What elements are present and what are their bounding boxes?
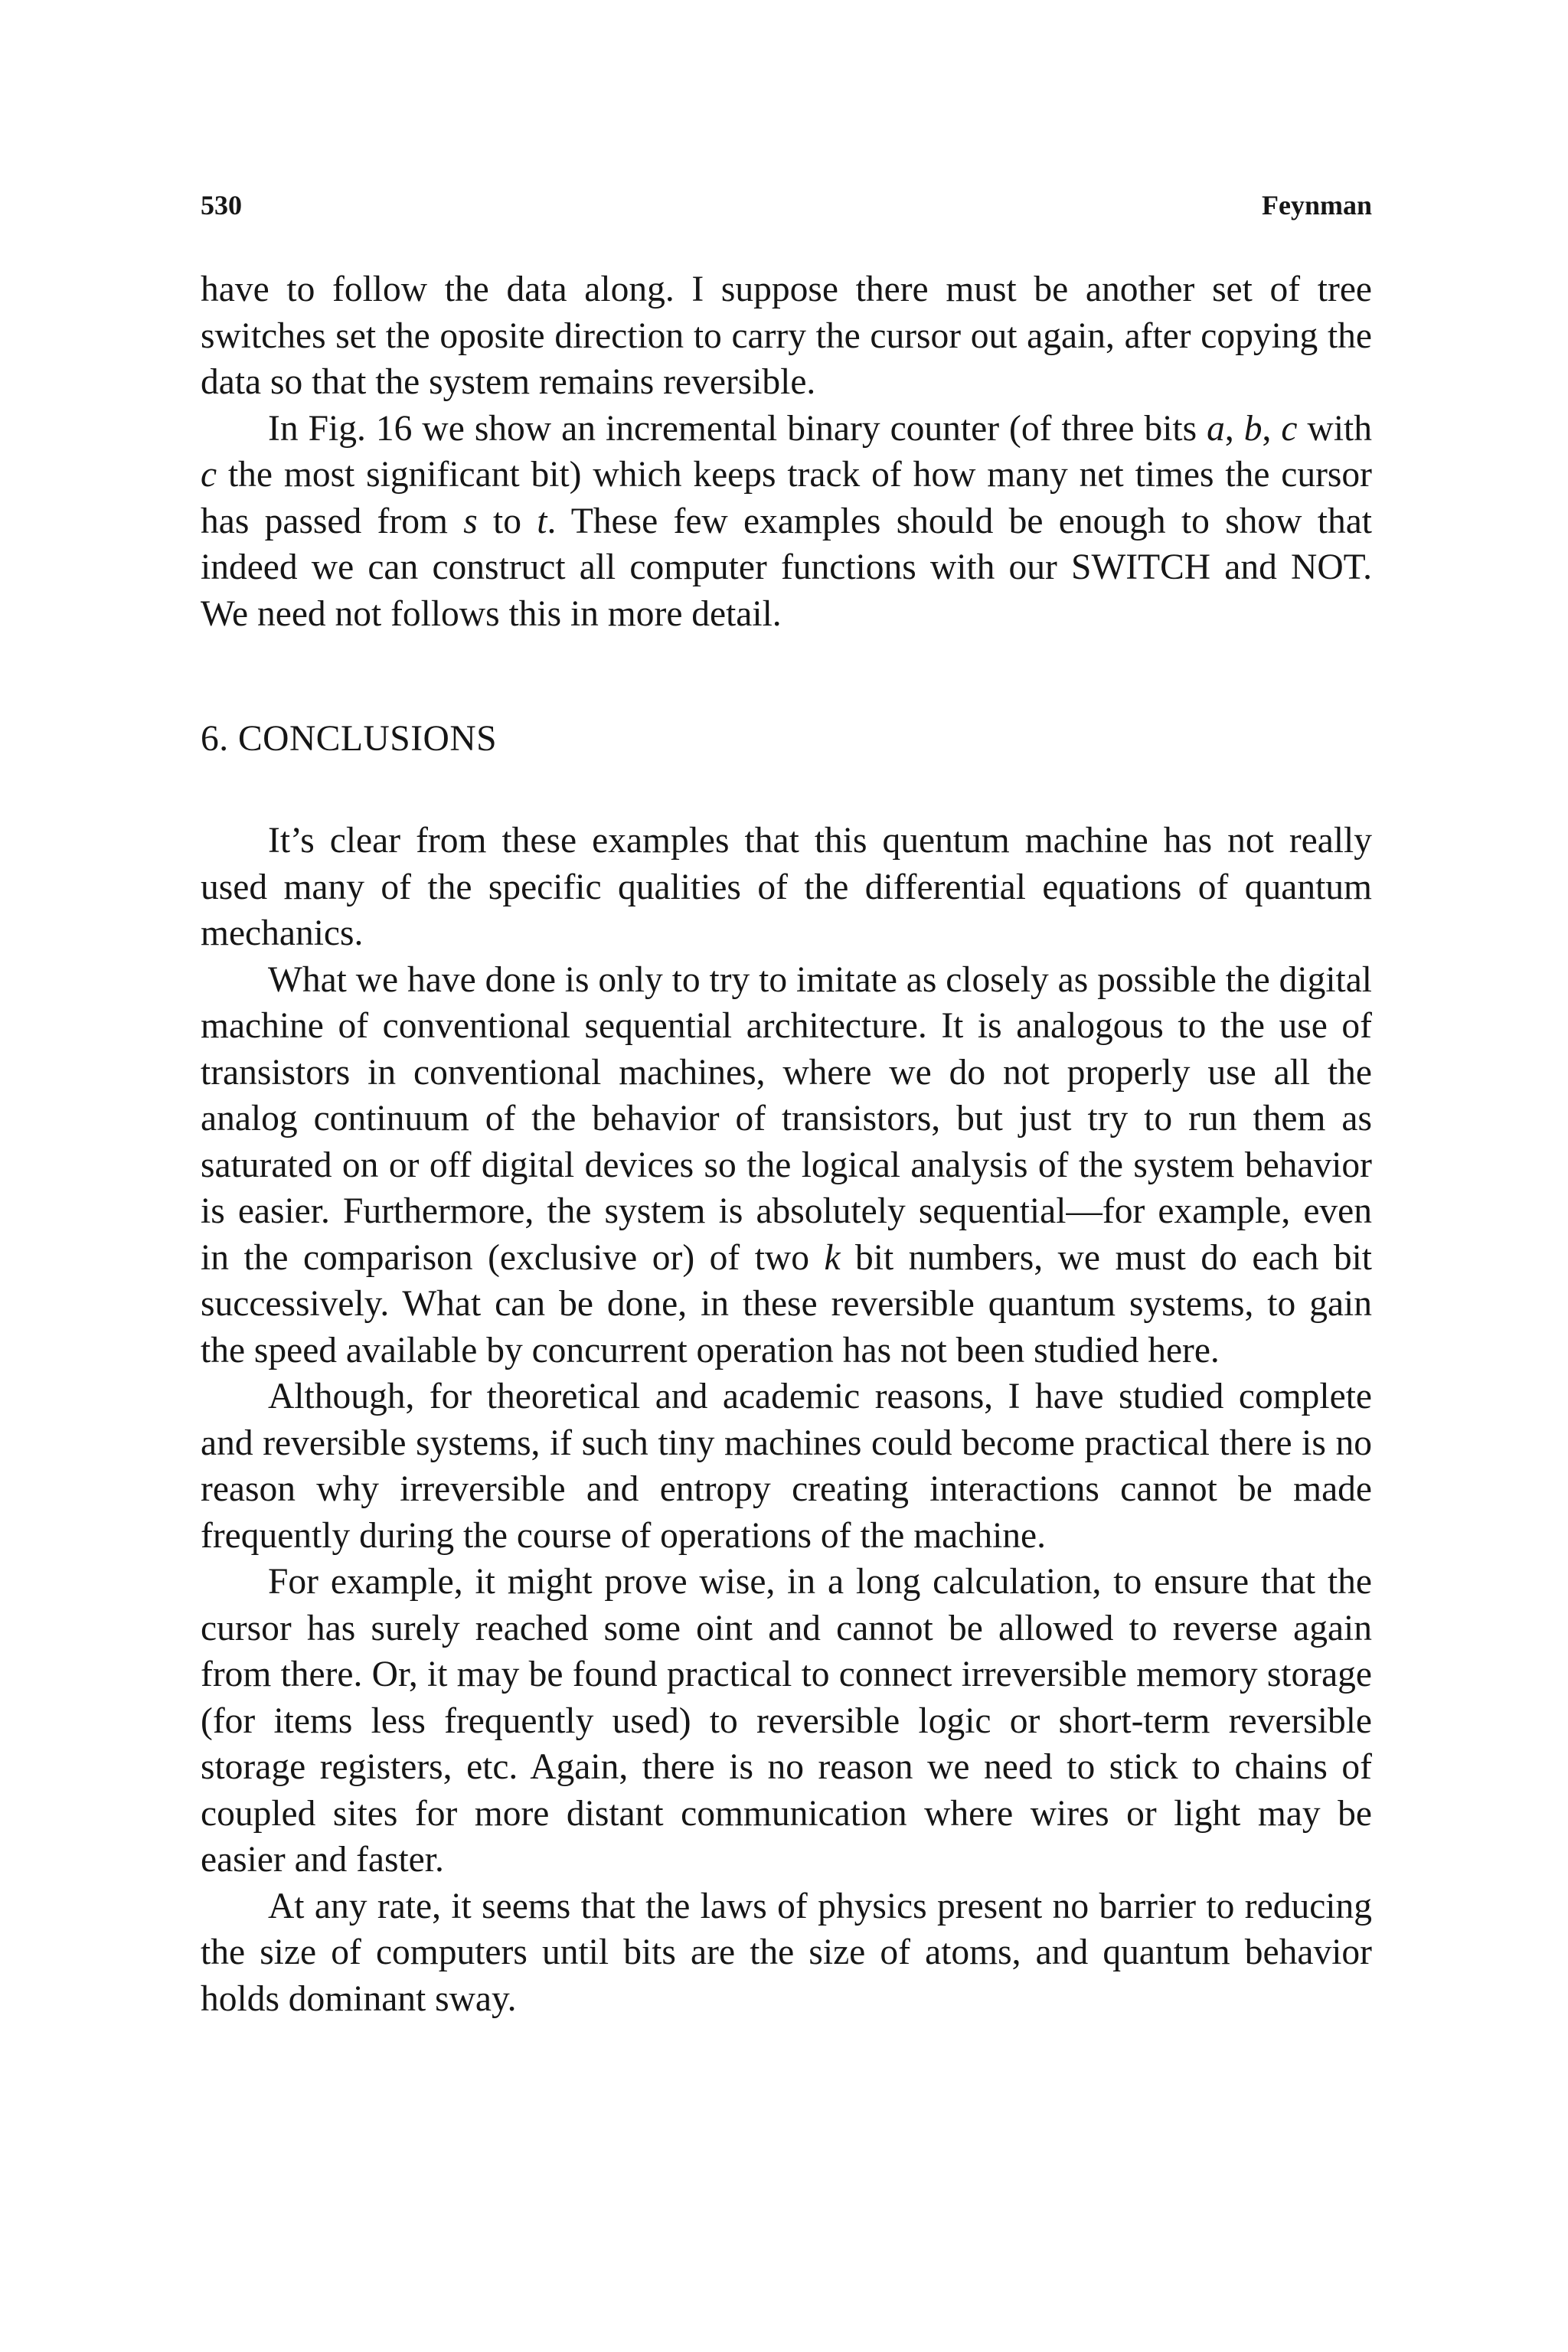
italic-symbol: t [537, 501, 547, 541]
body-text [201, 266, 1372, 2022]
text-run: with [1297, 408, 1372, 449]
paragraph [201, 1374, 1372, 1559]
text-run: , [1262, 408, 1282, 449]
paragraph [201, 818, 1372, 957]
paragraph [201, 957, 1372, 1374]
text-run: Although, for theoretical and academic reasons, I have studied complete and reversible systems, if such tiny machines could become practical there is no reason why irreversible and entropy creating interactions cannot be made frequently during the course of operations of the machine. [201, 1377, 1372, 1556]
paragraph [201, 406, 1372, 638]
text-run: For example, it might prove wise, in a long calculation, to ensure that the cursor has surely reached some oint and cannot be allowed to reverse again from there. Or, it may be found practical to connect irreversible memory storage (for items less frequently used) to reversible logic or short-term reversible storage registers, etc. Again, there is no reason we need to stick to chains of coupled sites for more distant communication where wires or light may be easier and faster. [201, 1562, 1372, 1880]
book-page [201, 191, 1372, 2022]
paragraph [201, 266, 1372, 406]
text-run: In Fig. 16 we show an incremental binary counter (of three bits [268, 408, 1207, 449]
italic-symbol: b [1243, 408, 1263, 449]
text-run: bit numbers, we must do each bit successively. What can be done, in these reversible quantum systems, to gain the speed available by concurrent operation has not been studied here. [201, 1237, 1372, 1370]
text-run: , [1224, 408, 1244, 449]
italic-symbol: a [1207, 408, 1225, 449]
text-run: the most significant bit) which keeps track of how many net times the cursor has passed from [201, 455, 1372, 541]
text-run: At any rate, it seems that the laws of physics present no barrier to reducing the size of computers until bits are the size of atoms, and quantum behavior holds dominant sway. [201, 1886, 1372, 2019]
intro-paragraphs [201, 266, 1372, 637]
text-run: What we have done is only to try to imitate as closely as possible the digital machine of conventional sequential architecture. It is analogous to the use of transistors in conventional machines, where we do not properly use all the analog continuum of the behavior of transistors, but just try to run them as saturated on or off digital devices so the logical analysis of the system behavior is easier. Furthermore, the system is absolutely sequential—for example, even in the comparison (exclusive or) of two [201, 959, 1372, 1278]
italic-symbol: c [201, 455, 217, 495]
paragraph [201, 1883, 1372, 2023]
paragraph [201, 1559, 1372, 1883]
text-run: have to follow the data along. I suppose there must be another set of tree switches set the oposite direction to carry the cursor out again, after copying the data so that the system remains reversible. [201, 270, 1372, 402]
conclusions-paragraphs [201, 818, 1372, 2022]
italic-symbol: k [824, 1237, 841, 1278]
text-run: to [477, 501, 537, 541]
running-title: Feynman [1262, 190, 1372, 220]
page-number: 530 [201, 190, 242, 220]
text-run: . These few examples should be enough to show that indeed we can construct all computer functions with our SWITCH and NOT. We need not follows this in more detail. [201, 501, 1373, 634]
italic-symbol: s [463, 501, 478, 541]
italic-symbol: c [1281, 408, 1298, 449]
running-head [201, 191, 1372, 219]
section-heading: 6. CONCLUSIONS [201, 719, 498, 759]
text-run: It’s clear from these examples that this quentum machine has not really used many of the specific qualities of the differential equations of quantum mechanics. [201, 821, 1372, 953]
